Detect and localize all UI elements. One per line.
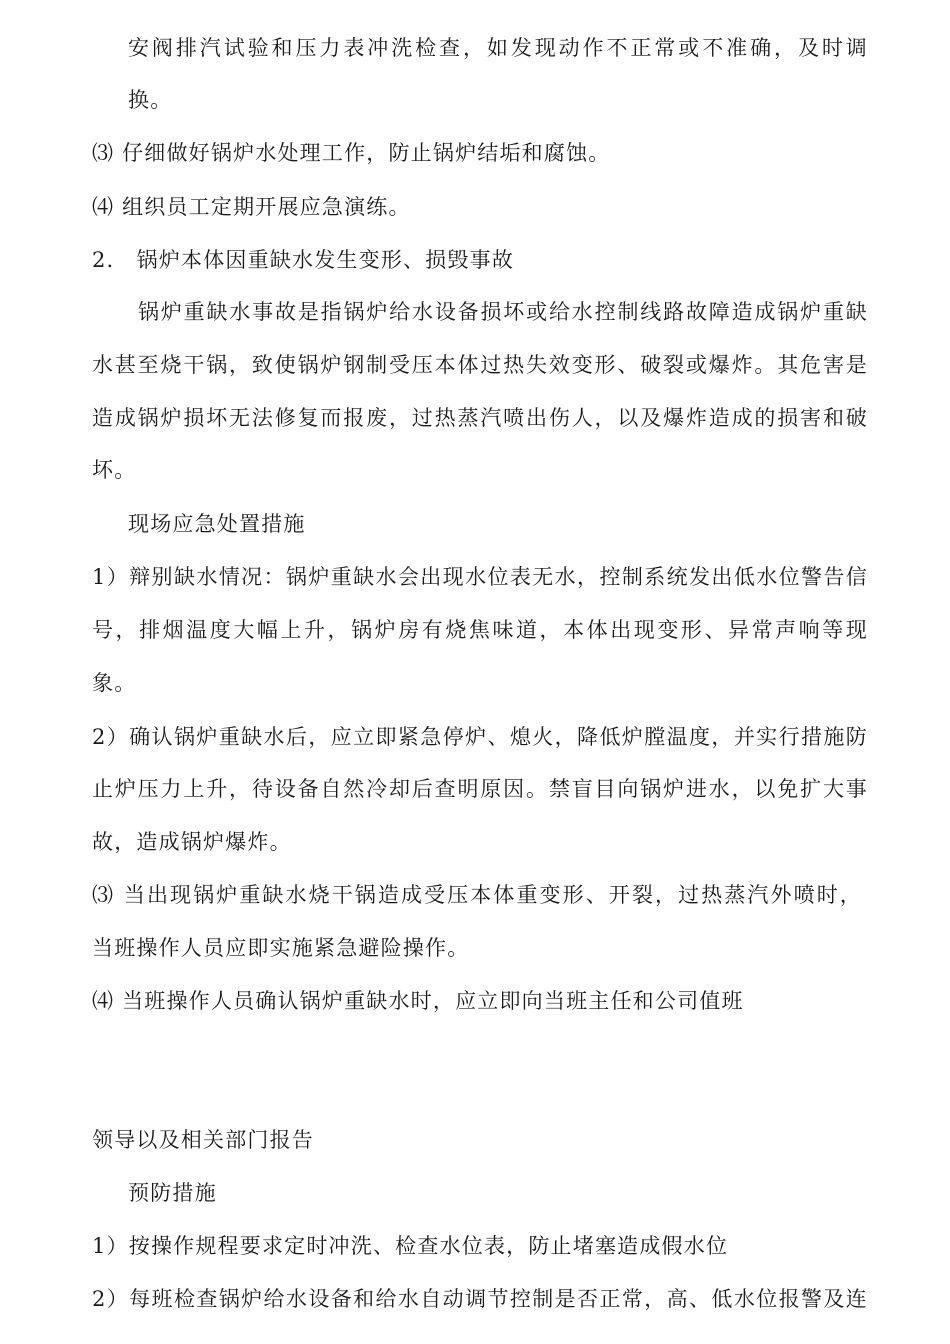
list-item: 1）按操作规程要求定时冲洗、检查水位表，防止堵塞造成假水位: [92, 1234, 729, 1258]
list-item: 2）每班检查锅炉给水设备和给水自动调节控制是否正常，高、低水位报警及连: [92, 1287, 868, 1311]
text-line: 锅炉重缺水事故是指锅炉给水设备损坏或给水控制线路故障造成锅炉重缺: [138, 300, 868, 324]
text-line: 水甚至烧干锅，致使锅炉钢制受压本体过热失效变形、破裂或爆炸。其危害是: [92, 353, 868, 377]
text-line: 换。: [128, 88, 173, 112]
section-heading: 2. 锅炉本体因重缺水发生变形、损毁事故: [92, 248, 515, 272]
subsection-heading: 预防措施: [128, 1181, 217, 1205]
text-line: 坏。: [92, 458, 137, 482]
text-line: 象。: [92, 671, 137, 695]
list-item: ⑷ 当班操作人员确认锅炉重缺水时，应立即向当班主任和公司值班: [92, 989, 744, 1013]
list-item: ⑷ 组织员工定期开展应急演练。: [92, 195, 411, 219]
subsection-heading: 现场应急处置措施: [128, 512, 306, 536]
text-line: 造成锅炉损坏无法修复而报废，过热蒸汽喷出伤人，以及爆炸造成的损害和破: [92, 406, 868, 430]
text-line: 号，排烟温度大幅上升，锅炉房有烧焦味道，本体出现变形、异常声响等现: [92, 618, 868, 642]
text-line: 故，造成锅炉爆炸。: [92, 830, 292, 854]
list-item: 1）辩别缺水情况：锅炉重缺水会出现水位表无水，控制系统发出低水位警告信: [92, 565, 868, 589]
list-item: 2）确认锅炉重缺水后，应立即紧急停炉、熄火，降低炉膛温度，并实行措施防: [92, 725, 868, 749]
list-item: ⑶ 仔细做好锅炉水处理工作，防止锅炉结垢和腐蚀。: [92, 141, 611, 165]
list-item: ⑶ 当出现锅炉重缺水烧干锅造成受压本体重变形、开裂，过热蒸汽外喷时，: [92, 883, 862, 907]
text-line: 领导以及相关部门报告: [92, 1128, 314, 1152]
text-line: 当班操作人员应即实施紧急避险操作。: [92, 936, 470, 960]
text-line: 止炉压力上升，待设备自然冷却后查明原因。禁盲目向锅炉进水，以免扩大事: [92, 777, 868, 801]
text-line: 安阀排汽试验和压力表冲洗检查，如发现动作不正常或不准确，及时调: [128, 36, 868, 60]
